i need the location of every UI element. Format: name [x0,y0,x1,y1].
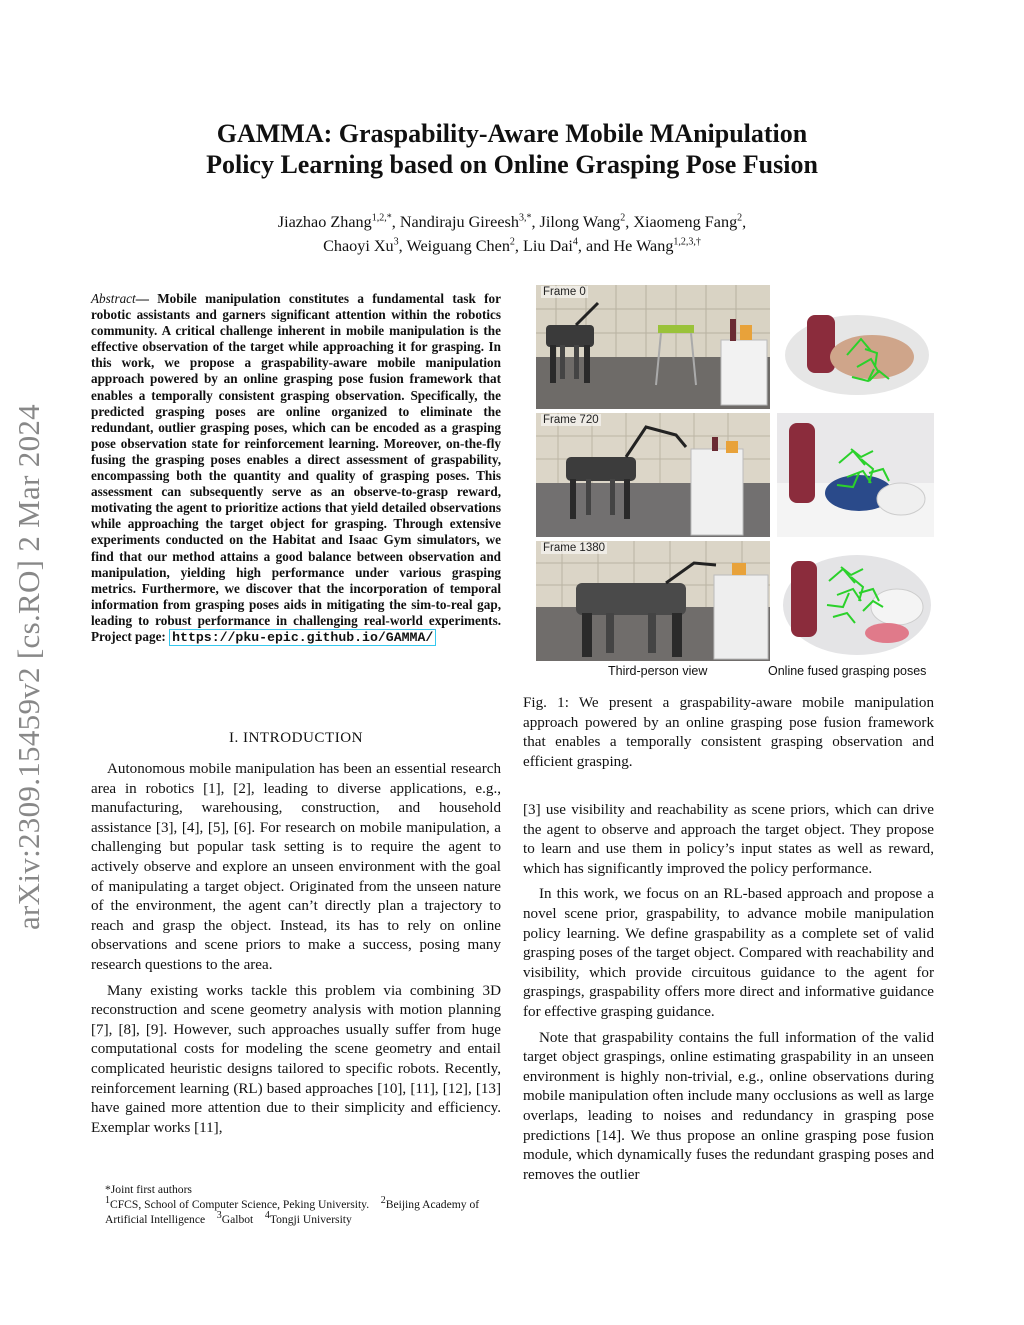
author-name: Jiazhao Zhang [277,213,372,231]
abstract-text: — Mobile manipulation constitutes a fundamental task for robotic assistants and garners significant attention within the robotics community. A critical challenge inherent in mobile manipulation is the effective observation of the target while approaching it for grasping. In this work, we propose a graspability-aware mobile manipulation approach powered by an online grasping pose fusion framework that enables a temporally consistent grasping observation. Specifically, the predicted grasping poses are online organized to eliminate the redundant, outlier grasping poses, which can be encoded as a grasping pose observation state for reinforcement learning. Moreover, on-the-fly fusing the grasping poses enables a direct assessment of graspability, encompassing both the quantity and quality of grasping poses. This assessment can subsequently serve as an observe-to-grasp reward, motivating the agent to prioritize actions that yield detailed observations while approaching the target object for grasping. Through extensive experiments conducted on the Habitat and Isaac Gym simulators, we find that our method attains a good balance between observation and manipulation, yielding high performance under various grasping metrics. Furthermore, we discover that the incorporation of temporal information from grasping poses aids in mitigating the sim-to-real gap, leading to robust performance in challenging real-world experiments. Project page: [91,291,501,644]
column-label-fused-poses: Online fused grasping poses [768,664,927,678]
title-line-1: GAMMA: Graspability-Aware Mobile MAnipulation [216,119,808,148]
paragraph: Many existing works tackle this problem via combining 3D reconstruction and scene geometry analysis with motion planning [7], [8], [9]. However, such approaches usually suffer from huge computational costs for modeling the scene geometry and entail complicated heuristic designs tailored to specific robots. Recently, reinforcement learning (RL) based approaches [10], [11], [12], [13] have gained more attention due to their simplicity and efficiency. Exemplar works [11], [91,982,501,1136]
third-person-frame-1380 [536,541,770,661]
figure-caption: Fig. 1: We present a graspability-aware mobile manipulation approach powered by an online grasping pose fusion framework that enables a temporally consistent grasping observation and efficient grasping. [523,695,934,770]
author-affil: 3 [393,236,399,248]
author-name: Chaoyi Xu [323,237,394,255]
footnote-affil: Tongji University [269,1213,352,1226]
footnote-joint: *Joint first authors [105,1183,192,1196]
fused-poses-frame-720 [777,413,934,537]
author-affil: 1,2,* [371,212,392,224]
fused-poses-frame-0 [777,285,934,409]
frame-label: Frame 720 [543,414,599,426]
left-column-body [91,760,501,1144]
footnote-affil: CFCS, School of Computer Science, Peking University. [110,1198,370,1211]
author-name: Nandiraju Gireesh [399,213,519,231]
footnote-sup: 3 [216,1210,222,1222]
footnote-sup: 4 [264,1210,270,1222]
right-column-body [523,801,934,1191]
third-person-frame-720 [536,413,770,537]
paragraph: In this work, we focus on an RL-based approach and propose a novel scene prior, graspability, to advance mobile manipulation policy learning. We define graspability as a complete set of valid grasping poses of the target object. Compared with reachability and visibility, which provide circuitous guidance to the agent for graspings, graspability offers more direct and informative guidance for effective grasping guidance. [523,886,934,1020]
section-heading: I. INTRODUCTION [228,730,364,746]
author-name: Liu Dai [523,237,573,255]
paragraph: [3] use visibility and reachability as scene priors, which can drive the agent to observe and approach the target object. They propose to learn and use them in policy’s input states as well as reward, which has significantly improved the policy performance. [523,802,934,877]
paragraph: Note that graspability contains the full information of the valid target object graspings, online estimating graspability in an unseen environment is highly non-trivial, e.g., online observations during mobile manipulation often include many occlusions as well as large overlaps, leading to noises and redundancy in grasping pose predictions [14]. We thus propose an online grasping pose fusion module, which dynamically fuses the redundant grasping poses and removes the outlier [523,1029,934,1183]
frame-label: Frame 0 [543,286,586,298]
author-name: Weiguang Chen [406,237,510,255]
third-person-frame-0 [536,285,770,409]
title-line-2: Policy Learning based on Online Grasping Pose Fusion [206,150,818,179]
author-affil: 1,2,3,† [673,236,701,248]
robot-scene-image [536,541,770,661]
frame-label: Frame 1380 [543,542,606,554]
grasp-pose-image [777,541,934,661]
author-affil: 2 [737,212,743,224]
author-name: Jilong Wang [539,213,621,231]
robot-scene-image [536,413,770,537]
author-conjunction: and [586,237,610,255]
footnote-sup: 1 [105,1195,110,1207]
grasp-pose-image [777,413,934,537]
paragraph: Autonomous mobile manipulation has been an essential research area in robotics [1], [2], leading to diverse applications, e.g., manufacturing, warehousing, construction, and household assistance [3], [4], [5], [6]. For research on mobile manipulation, a challenging but popular task setting is to require the agent to actively observe and explore an unseen environment with the goal of manipulating a target object. Originated from the unseen nature of the environment, the agent can’t directly plan a trajectory to reach and grasp the object. Instead, its has to rely on online observations and scene priors to make a success, posing many research questions to the area. [91,761,501,973]
footnote-sup: 2 [380,1195,386,1207]
grasp-pose-image [777,285,934,409]
footnote-affil: Galbot [221,1213,254,1226]
project-page-link[interactable]: https://pku-epic.github.io/GAMMA/ [169,629,436,646]
author-list: Jiazhao Zhang$^{1,2,*}$, Nandiraju Gireesh$^{3,*}$, Jilong Wang$^2$, Xiaomeng Fang$^2$, Chaoyi Xu$^3$, Weiguang Chen$^2$, Liu Dai$^4$, and He Wang$^{1,2,3,\dagger}$ [277,212,747,255]
arxiv-stamp: arXiv:2309.15459v2 [cs.RO] 2 Mar 2024 [11,404,46,930]
author-affil: 3,* [518,212,532,224]
abstract-lead: Abstract [91,291,136,306]
paper-title [0,118,1024,180]
author-name: Xiaomeng Fang [633,213,738,231]
author-name: He Wang [613,237,674,255]
author-affil: 4 [572,236,578,248]
fused-poses-frame-1380 [777,541,934,661]
author-affil: 2 [509,236,515,248]
robot-scene-image [536,285,770,409]
column-label-third-person: Third-person view [608,664,708,678]
abstract [91,291,501,646]
footnotes [91,1182,501,1227]
figure-1 [536,285,934,681]
footnote-affil: Beijing Academy of Artificial Intelligence [105,1198,480,1226]
author-affil: 2 [620,212,626,224]
